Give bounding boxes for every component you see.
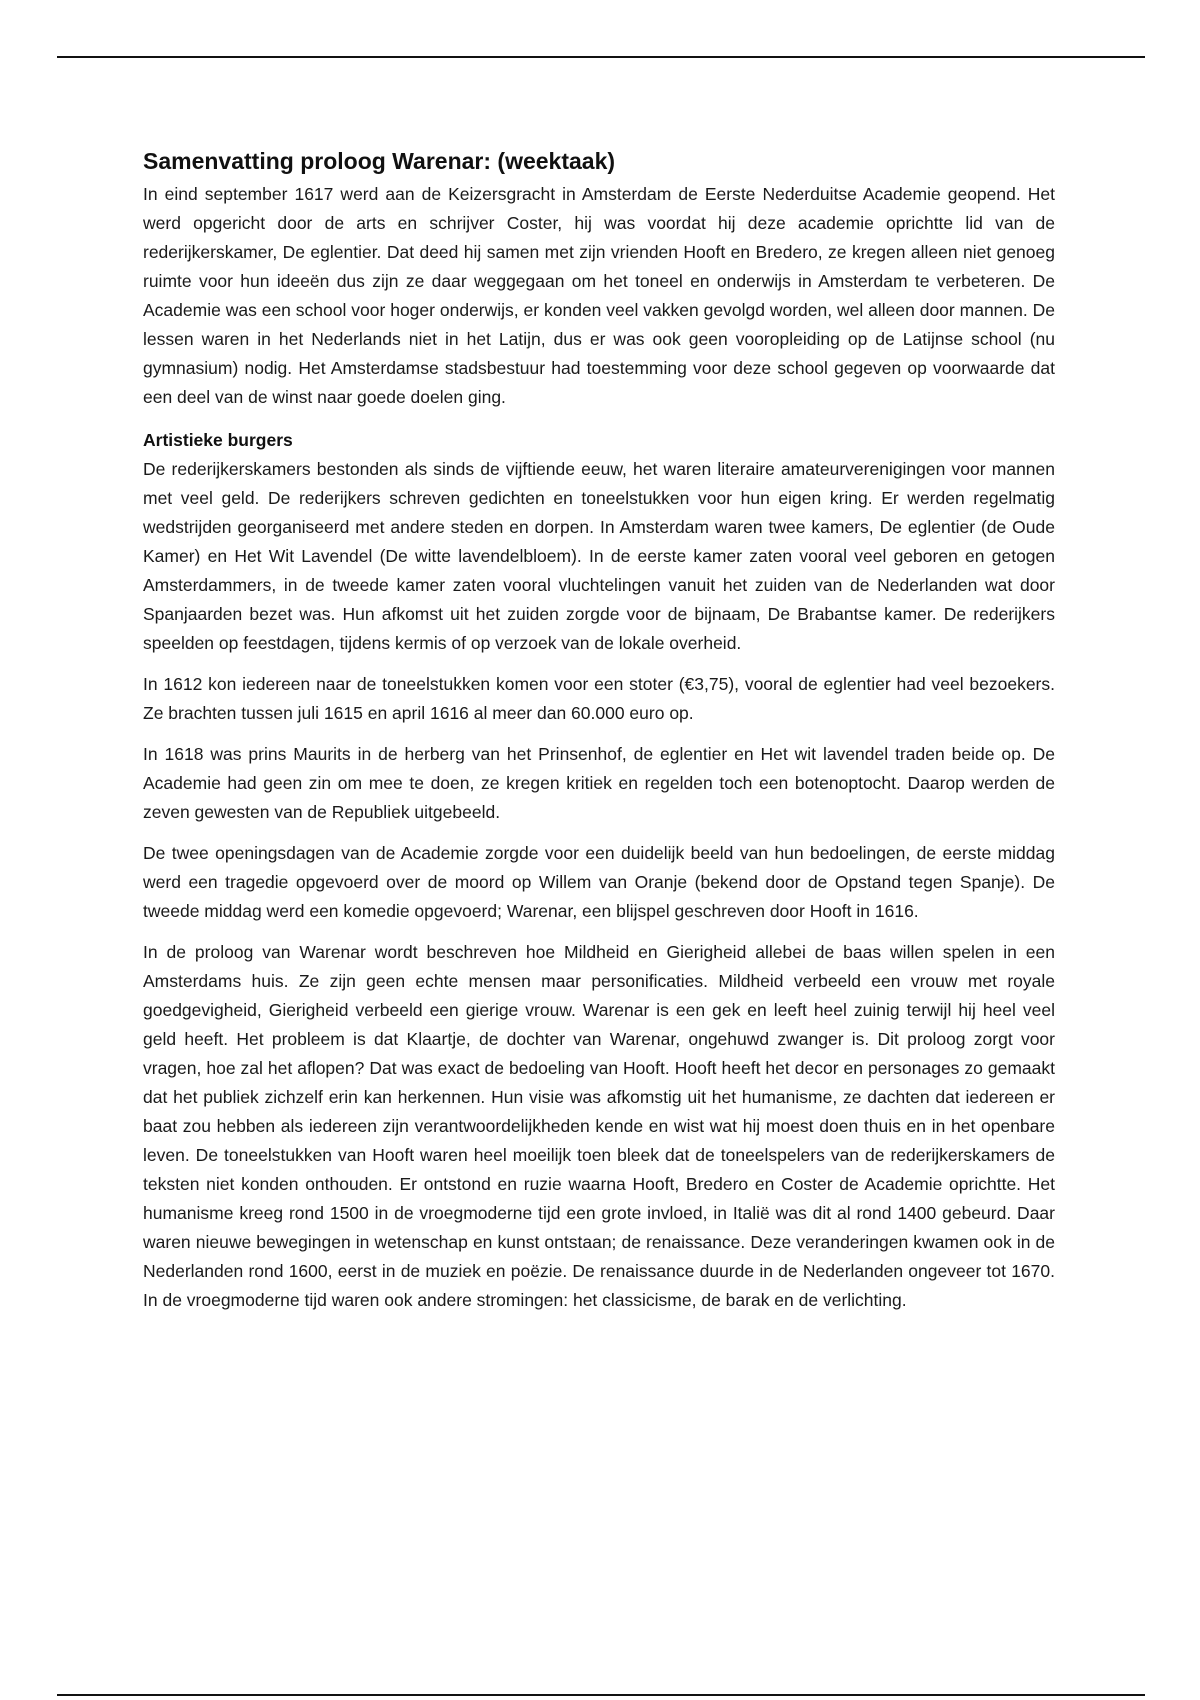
document-body [143,146,1055,1327]
intro-paragraph: In eind september 1617 werd aan de Keizersgracht in Amsterdam de Eerste Nederduitse Academie geopend. Het werd opgericht door de arts en schrijver Coster, hij was voordat hij deze academie oprichtte lid van de rederijkerskamer, De eglentier. Dat deed hij samen met zijn vrienden Hooft en Bredero, ze kregen alleen niet genoeg ruimte voor hun ideeën dus zijn ze daar weggegaan om het toneel en onderwijs in Amsterdam te verbeteren. De Academie was een school voor hoger onderwijs, er konden veel vakken gevolgd worden, wel alleen door mannen. De lessen waren in het Nederlands niet in het Latijn, dus er was ook geen vooropleiding op de Latijnse school (nu gymnasium) nodig. Het Amsterdamse stadsbestuur had toestemming voor deze school gegeven op voorwaarde dat een deel van de winst naar goede doelen ging. [143,184,1055,407]
paragraph-prins-maurits: In 1618 was prins Maurits in de herberg van het Prinsenhof, de eglentier en Het wit lavendel traden beide op. De Academie had geen zin om mee te doen, ze kregen kritiek en regelden toch een botenoptocht. Daarop werden de zeven gewesten van de Republiek uitgebeeld. [143,744,1055,822]
paragraph-rederijkerskamers: De rederijkerskamers bestonden als sinds de vijftiende eeuw, het waren literaire amateurverenigingen voor mannen met veel geld. De rederijkers schreven gedichten en toneelstukken voor hun eigen kring. Er werden regelmatig wedstrijden georganiseerd met andere steden en dorpen. In Amsterdam waren twee kamers, De eglentier (de Oude Kamer) en Het Wit Lavendel (De witte lavendelbloem). In de eerste kamer zaten vooral veel geboren en getogen Amsterdammers, in de tweede kamer zaten vooral vluchtelingen vanuit het zuiden van de Nederlanden wat door Spanjaarden bezet was. Hun afkomst uit het zuiden zorgde voor de bijnaam, De Brabantse kamer. De rederijkers speelden op feestdagen, tijdens kermis of op verzoek van de lokale overheid. [143,459,1055,653]
document-title: Samenvatting proloog Warenar: (weektaak) [143,148,616,174]
paragraph-openingsdagen: De twee openingsdagen van de Academie zorgde voor een duidelijk beeld van hun bedoelingen, de eerste middag werd een tragedie opgevoerd over de moord op Willem van Oranje (bekend door de Opstand tegen Spanje). De tweede middag werd een komedie opgevoerd; Warenar, een blijspel geschreven door Hooft in 1616. [143,843,1055,921]
paragraph-toneelstukken-1612: In 1612 kon iedereen naar de toneelstukken komen voor een stoter (€3,75), vooral de eglentier had veel bezoekers. Ze brachten tussen juli 1615 en april 1616 al meer dan 60.000 euro op. [143,674,1055,723]
top-rule [57,56,1145,58]
section-heading: Artistieke burgers [143,430,293,450]
bottom-rule [57,1694,1145,1696]
paragraph-proloog-warenar: In de proloog van Warenar wordt beschreven hoe Mildheid en Gierigheid allebei de baas willen spelen in een Amsterdams huis. Ze zijn geen echte mensen maar personificaties. Mildheid verbeeld een vrouw met royale goedgevigheid, Gierigheid verbeeld een gierige vrouw. Warenar is een gek en leeft heel zuinig terwijl hij heel veel geld heeft. Het probleem is dat Klaartje, de dochter van Warenar, ongehuwd zwanger is. Dit proloog zorgt voor vragen, hoe zal het aflopen? Dat was exact de bedoeling van Hooft. Hooft heeft het decor en personages zo gemaakt dat het publiek zichzelf erin kan herkennen. Hun visie was afkomstig uit het humanisme, ze dachten dat iedereen er baat zou hebben als iedereen zijn verantwoordelijkheden kende en wist wat hij moest doen thuis en in het openbare leven. De toneelstukken van Hooft waren heel moeilijk toen bleek dat de toneelspelers van de rederijkerskamers de teksten niet konden onthouden. Er ontstond en ruzie waarna Hooft, Bredero en Coster de Academie oprichtte. Het humanisme kreeg rond 1500 in de vroegmoderne tijd een grote invloed, in Italië was dit al rond 1400 gebeurd. Daar waren nieuwe bewegingen in wetenschap en kunst ontstaan; de renaissance. Deze veranderingen kwamen ook in de Nederlanden rond 1600, eerst in de muziek en poëzie. De renaissance duurde in de Nederlanden ongeveer tot 1670. In de vroegmoderne tijd waren ook andere stromingen: het classicisme, de barak en de verlichting. [143,942,1055,1310]
